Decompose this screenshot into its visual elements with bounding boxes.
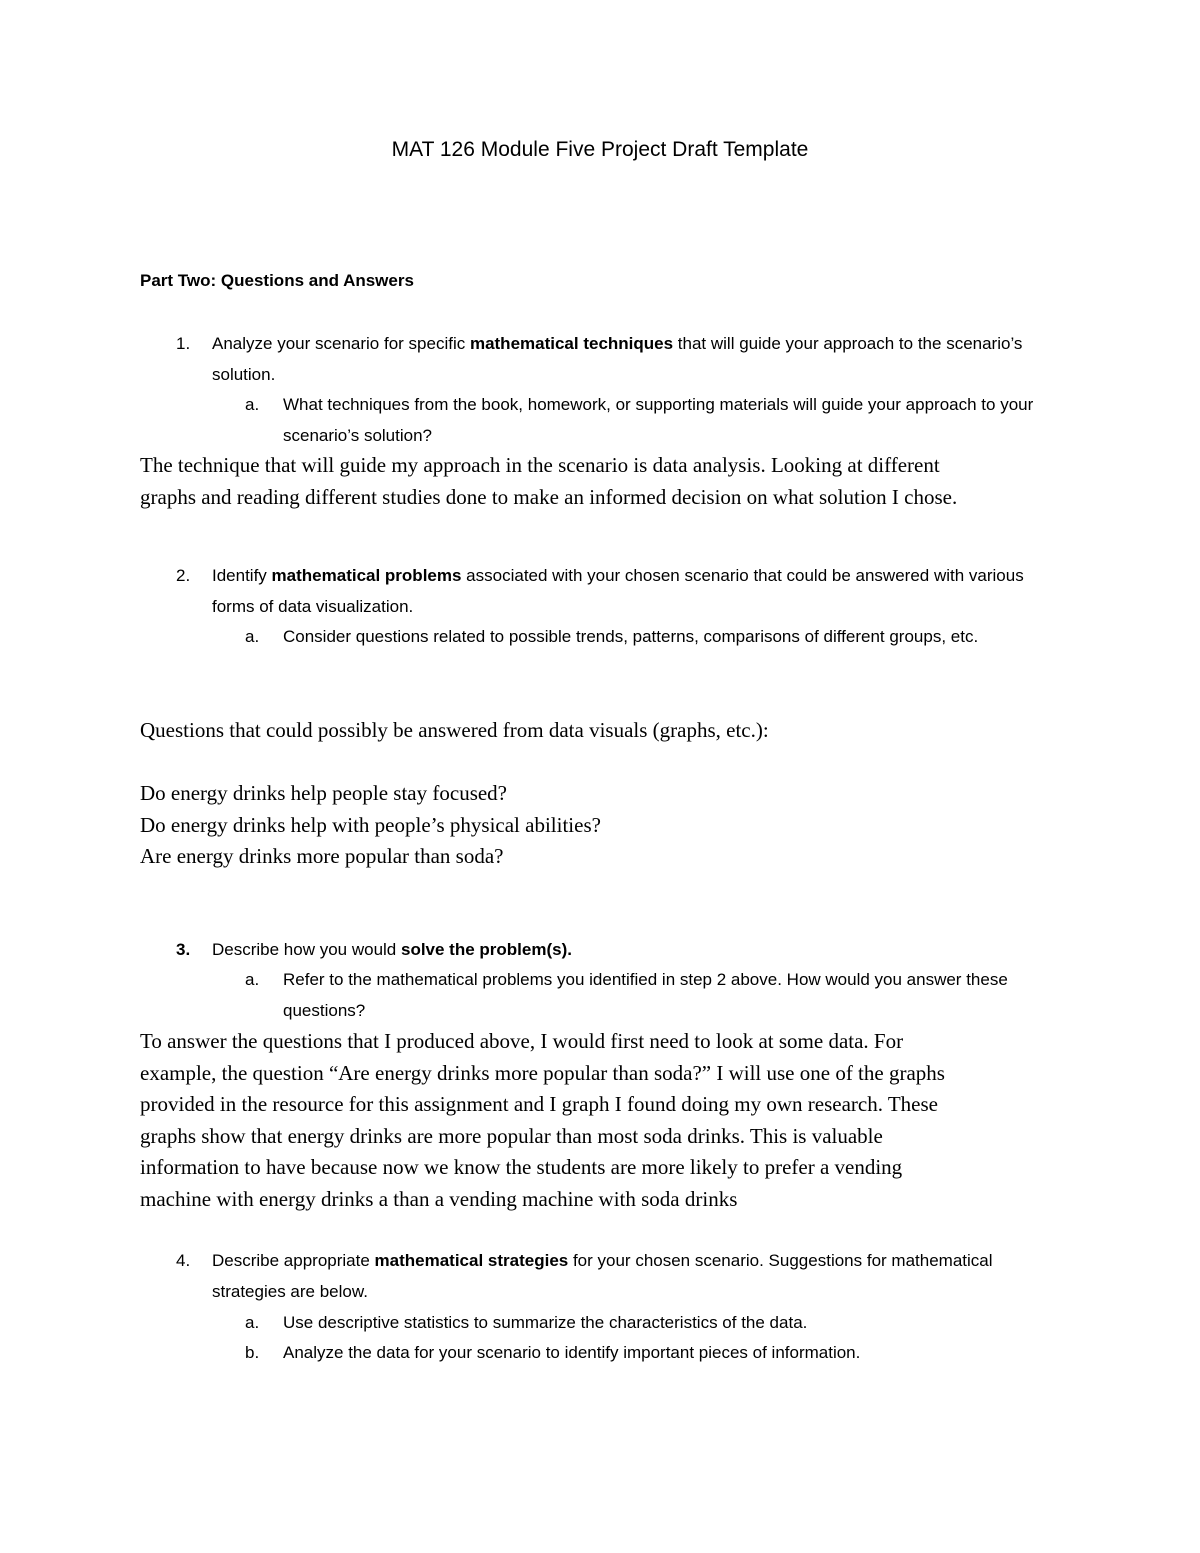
- answer-line: To answer the questions that I produced above, I would first need to look at some data. For: [140, 1029, 904, 1053]
- answer-line: example, the question “Are energy drinks more popular than soda?” I will use one of the graphs: [140, 1060, 945, 1085]
- question-text: Identify mathematical problems associated with your chosen scenario that could be answered with various forms of data visualization.: [212, 566, 1024, 616]
- answer-line: graphs and reading different studies done to make an informed decision on what solution I chose.: [140, 484, 958, 509]
- question-3: [140, 935, 1040, 966]
- sub-item-text: Consider questions related to possible trends, patterns, comparisons of different groups, etc.: [283, 627, 979, 646]
- answer-line: graphs show that energy drinks are more popular than most soda drinks. This is valuable: [140, 1123, 883, 1148]
- sub-item-text: Analyze the data for your scenario to identify important pieces of information.: [283, 1343, 861, 1362]
- sub-item-text: Use descriptive statistics to summarize the characteristics of the data.: [283, 1313, 808, 1332]
- answer-2-intro: Questions that could possibly be answered from data visuals (graphs, etc.):: [140, 718, 769, 742]
- question-number: 3.: [176, 940, 191, 959]
- sub-item-text: What techniques from the book, homework, or supporting materials will guide your approach to your scenario’s solution?: [283, 395, 1034, 445]
- question-2-sub-a: [140, 622, 1080, 653]
- question-text: Describe appropriate mathematical strategies for your chosen scenario. Suggestions for mathematical strategies are below.: [212, 1251, 993, 1301]
- sub-item-letter: a.: [245, 970, 260, 989]
- sub-item-letter: a.: [245, 395, 260, 414]
- sub-item-letter: a.: [245, 1313, 260, 1332]
- question-number: 4.: [176, 1251, 191, 1270]
- question-keyword: mathematical problems: [271, 566, 462, 585]
- answer-line: provided in the resource for this assignment and I graph I found doing my own research. These: [140, 1092, 938, 1116]
- question-keyword: mathematical strategies: [374, 1251, 569, 1270]
- answer-line: information to have because now we know the students are more likely to prefer a vending: [140, 1155, 903, 1179]
- answer-line: The technique that will guide my approach in the scenario is data analysis. Looking at different: [140, 453, 940, 477]
- part-heading: Part Two: Questions and Answers: [140, 271, 414, 290]
- question-keyword: solve the problem(s).: [400, 940, 572, 959]
- question-2: [140, 561, 1040, 622]
- question-number: 2.: [176, 566, 191, 585]
- answer-question: Do energy drinks help with people’s physical abilities?: [140, 812, 601, 837]
- question-1: [140, 329, 1040, 390]
- question-3-sub-a: [140, 965, 1080, 1026]
- answer-1: [140, 450, 1070, 513]
- answer-3: [140, 1026, 1070, 1215]
- answer-2-questions: [140, 778, 1070, 873]
- sub-item-letter: a.: [245, 627, 260, 646]
- question-1-sub-a: [140, 390, 1080, 451]
- question-text: Describe how you would solve the problem(s).: [212, 940, 572, 959]
- answer-question: Do energy drinks help people stay focused?: [140, 781, 508, 805]
- question-4-sub-a: [140, 1308, 1080, 1339]
- answer-question: Are energy drinks more popular than soda?: [140, 844, 504, 868]
- answer-line: machine with energy drinks a than a vending machine with soda drinks: [140, 1186, 738, 1211]
- question-number: 1.: [176, 334, 191, 353]
- question-4: [140, 1246, 1040, 1307]
- question-text: Analyze your scenario for specific mathematical techniques that will guide your approach to the scenario’s solution.: [212, 334, 1023, 384]
- sub-item-letter: b.: [245, 1343, 260, 1362]
- sub-item-text: Refer to the mathematical problems you identified in step 2 above. How would you answer these questions?: [283, 970, 1008, 1020]
- question-4-sub-b: [140, 1338, 1080, 1369]
- question-keyword: mathematical techniques: [469, 334, 674, 353]
- page-title: MAT 126 Module Five Project Draft Template: [391, 138, 809, 161]
